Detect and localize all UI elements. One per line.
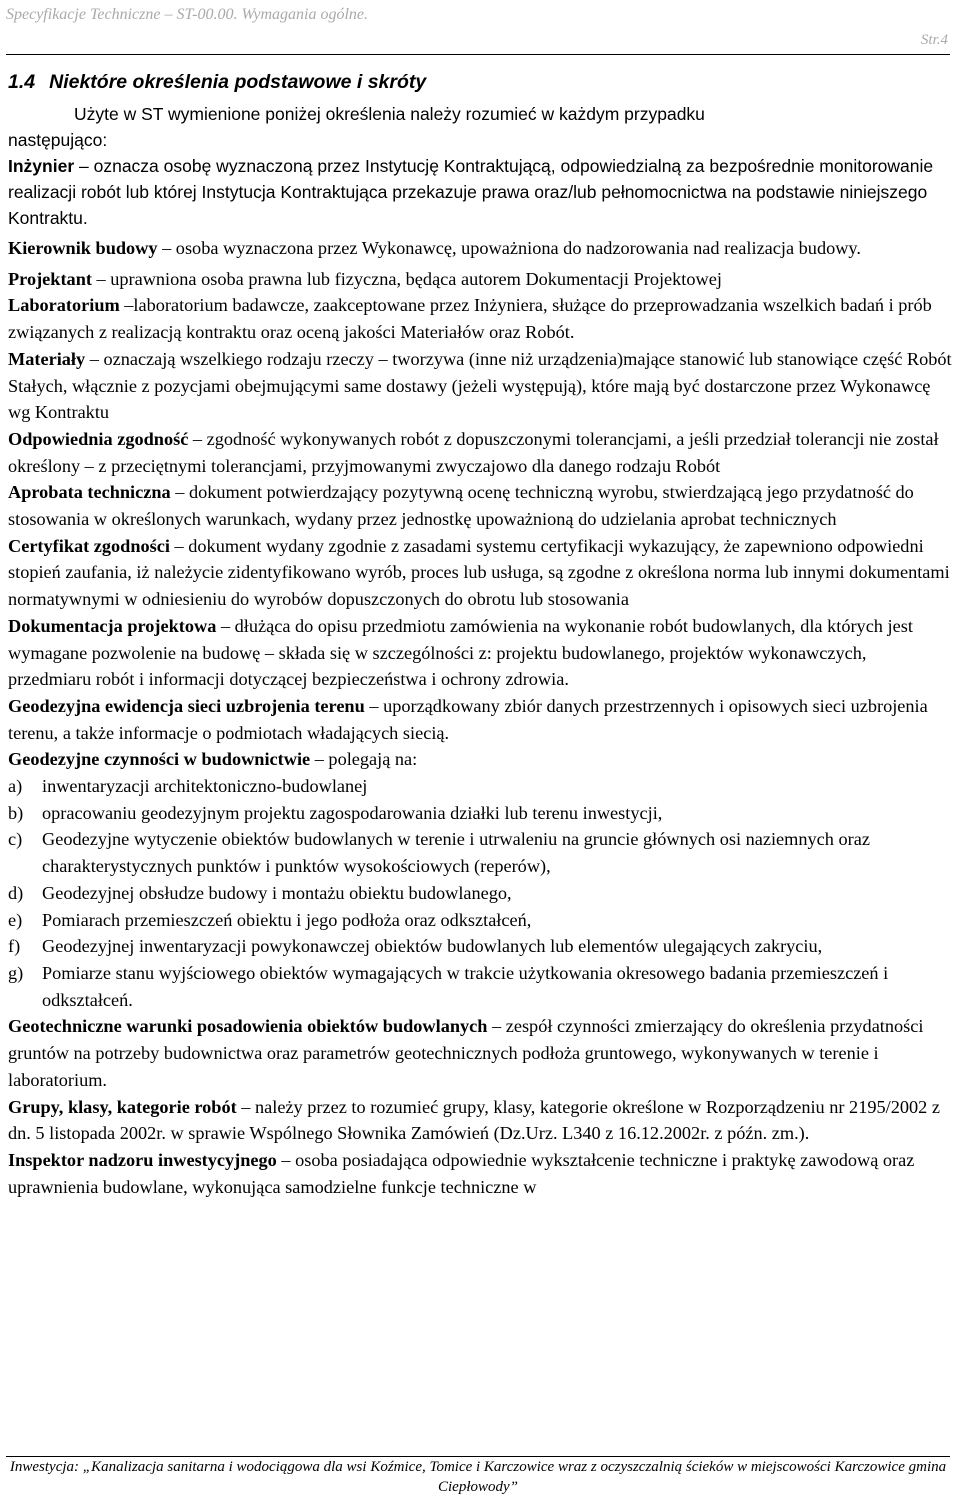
definition-inzynier (8, 153, 952, 231)
definition-text: – dłużąca do opisu przedmiotu zamówienia na wykonanie robót budowlanych, dla których jest wymagane pozwolenie na budowę – składa się w szczególności z: projektu budowlanego, projektów wykonawczych, przedmiaru robót i informacji dotyczącej bezpieczeństwa i ochrony zdrowia. (8, 615, 913, 690)
definition-term: Projektant (8, 268, 92, 289)
definition-text: – dokument potwierdzający pozytywną ocenę techniczną wyrobu, stwierdzającą jego przydatność do stosowania w określonych warunkach, wydany przez jednostkę upoważnioną do udzielania aprobat technicznych (8, 482, 914, 530)
list-item-text: Pomiarach przemieszczeń obiektu i jego podłoża oraz odkształceń, (42, 909, 532, 930)
list-item-text: Geodezyjnej inwentaryzacji powykonawczej obiektów budowlanych lub elementów ulegających zakryciu, (42, 936, 823, 957)
definition-text: – zespół czynności zmierzający do określenia przydatności gruntów na potrzeby budownictwa oraz parametrów geotechnicznych podłoża gruntowego, wykonywanych w terenie i laboratorium. (8, 1016, 924, 1090)
footer-text: „Kanalizacja sanitarna i wodociągowa dla wsi Koźmice, Tomice i Karczowice wraz z oczyszczalnią ścieków w miejscowości Karczowice gmina Ciepłowody” (82, 1459, 947, 1495)
list-marker: a) (8, 776, 23, 797)
list-marker: c) (8, 829, 23, 850)
list-item-text: Geodezyjnej obsłudze budowy i montażu obiektu budowlanego, (42, 882, 512, 903)
definition-text: – uporządkowany zbiór danych przestrzennych i opisowych sieci uzbrojenia terenu, a także informacje o podmiotach władających siecią. (8, 695, 928, 743)
definition-geodezyjna-ewidencja (8, 693, 952, 746)
definition-term: Materiały (8, 348, 86, 369)
definition-text: – dokument wydany zgodnie z zasadami systemu certyfikacji wykazujący, że zapewniono odpowiedni stopień zaufania, iż należycie zidentyfikowano wyrób, proces lub usługa, są zgodne z określona norma lub innymi dokumentami normatywnymi w odniesieniu do wyrobów dopuszczonych do obrotu lub stosowania (8, 535, 950, 610)
list-item (8, 960, 952, 1013)
definition-laboratorium (8, 292, 952, 345)
definition-term: Inspektor nadzoru inwestycyjnego (8, 1149, 277, 1170)
definition-term: Dokumentacja projektowa (8, 615, 217, 636)
definition-term: Certyfikat zgodności (8, 535, 170, 556)
definition-dokumentacja-projektowa (8, 613, 952, 693)
definition-term: Aprobata techniczna (8, 482, 171, 503)
list-item-text: opracowaniu geodezyjnym projektu zagospodarowania działki lub terenu inwestycji, (42, 802, 663, 823)
section-title: Niektóre określenia podstawowe i skróty (49, 71, 427, 93)
definition-term: Grupy, klasy, kategorie robót (8, 1096, 237, 1117)
definition-text: – oznaczają wszelkiego rodzaju rzeczy – tworzywa (inne niż urządzenia)mające stanowić lub stanowiące część Robót Stałych, włącznie z pozycjami obejmującymi same dostawy (jeżeli występują), które mają być dostarczone przez Wykonawcę wg Kontraktu (8, 348, 952, 423)
definition-term: Geotechniczne warunki posadowienia obiektów budowlanych (8, 1016, 488, 1037)
list-item (8, 907, 952, 934)
definition-text: – polegają na: (310, 749, 418, 770)
definition-text: – osoba posiadająca odpowiednie wykształcenie techniczne i praktykę zawodową oraz uprawnienia budowlane, wykonująca samodzielne funkcje techniczne w (8, 1149, 915, 1197)
definition-geotechniczne-warunki (8, 1013, 952, 1093)
definition-certyfikat-zgodnosci (8, 533, 952, 613)
definition-text: – zgodność wykonywanych robót z dopuszczonymi tolerancjami, a jeśli przedział tolerancji nie został określony – z przeciętnymi tolerancjami, przyjmowanymi zwyczajowo dla danego rodzaju Robót (8, 428, 939, 476)
section-intro (8, 101, 952, 153)
list-item-text: Pomiarze stanu wyjściowego obiektów wymagających w trakcie użytkowania okresowego badania przemieszczeń i odkształceń. (42, 962, 889, 1010)
definition-text: – oznacza osobę wyznaczoną przez Instytucję Kontraktującą, odpowiedzialną za bezpośrednie monitorowanie realizacji robót lub której Instytucja Kontraktująca przekazuje prawa oraz/lub pełnomocnictwa na podstawie niniejszego Kontraktu. (8, 156, 934, 228)
list-marker: e) (8, 909, 23, 930)
definition-kierownik-budowy (8, 235, 952, 262)
definition-term: Kierownik budowy (8, 238, 158, 258)
list-item (8, 800, 952, 827)
definition-inspektor-nadzoru (8, 1147, 952, 1200)
definition-term: Geodezyjna ewidencja sieci uzbrojenia terenu (8, 695, 365, 716)
definition-projektant (8, 266, 952, 293)
list-item (8, 880, 952, 907)
list-item (8, 773, 952, 800)
section-number: 1.4 (8, 71, 36, 93)
geodezyjne-list (8, 773, 952, 1013)
list-marker: g) (8, 962, 24, 983)
definition-term: Geodezyjne czynności w budownictwie (8, 749, 311, 770)
intro-line-1: Użyte w ST wymienione poniżej określenia należy rozumieć w każdym przypadku (74, 104, 705, 124)
definition-geodezyjne-czynnosci (8, 746, 952, 1013)
definition-text: – uprawniona osoba prawna lub fizyczna, będąca autorem Dokumentacji Projektowej (91, 268, 722, 289)
list-marker: b) (8, 802, 24, 823)
intro-line-2: następująco: (8, 130, 108, 150)
definition-term: Inżynier (8, 156, 75, 176)
list-marker: f) (8, 936, 21, 957)
list-item-text: Geodezyjne wytyczenie obiektów budowlanych w terenie i utrwaleniu na gruncie głównych osi naziemnych oraz charakterystycznych punktów i punktów wysokościowych (reperów), (42, 829, 870, 877)
definition-text: – należy przez to rozumieć grupy, klasy, kategorie określone w Rozporządzeniu nr 2195/2002 z dn. 5 listopada 2002r. w sprawie Wspólnego Słownika Zamówień (Dz.Urz. L340 z 16.12.2002r. z późn. zm.). (8, 1096, 940, 1144)
footer-label: Inwestycja: (9, 1459, 83, 1475)
definition-aprobata-techniczna (8, 479, 952, 532)
definition-text: – osoba wyznaczona przez Wykonawcę, upoważniona do nadzorowania nad realizacja budowy. (157, 238, 861, 258)
header-title: Specyfikacje Techniczne – ST-00.00. Wymagania ogólne. (6, 6, 368, 23)
page-footer (6, 1456, 950, 1497)
definition-text: –laboratorium badawcze, zaakceptowane przez Inżyniera, służące do przeprowadzania wszelkich badań i prób związanych z realizacją kontraktu oraz oceną jakości Materiałów oraz Robót. (8, 295, 932, 343)
list-item (8, 826, 952, 879)
definition-materialy (8, 346, 952, 426)
page-number: Str.4 (920, 32, 948, 48)
page-header (6, 6, 950, 55)
definition-grupy-klasy-kategorie (8, 1094, 952, 1147)
section-heading (8, 68, 952, 96)
list-item (8, 933, 952, 960)
definition-odpowiednia-zgodnosc (8, 426, 952, 479)
list-marker: d) (8, 882, 24, 903)
list-item-text: inwentaryzacji architektoniczno-budowlanej (42, 776, 368, 797)
document-body (8, 68, 952, 1200)
definition-term: Laboratorium (8, 295, 120, 316)
definition-term: Odpowiednia zgodność (8, 428, 189, 449)
